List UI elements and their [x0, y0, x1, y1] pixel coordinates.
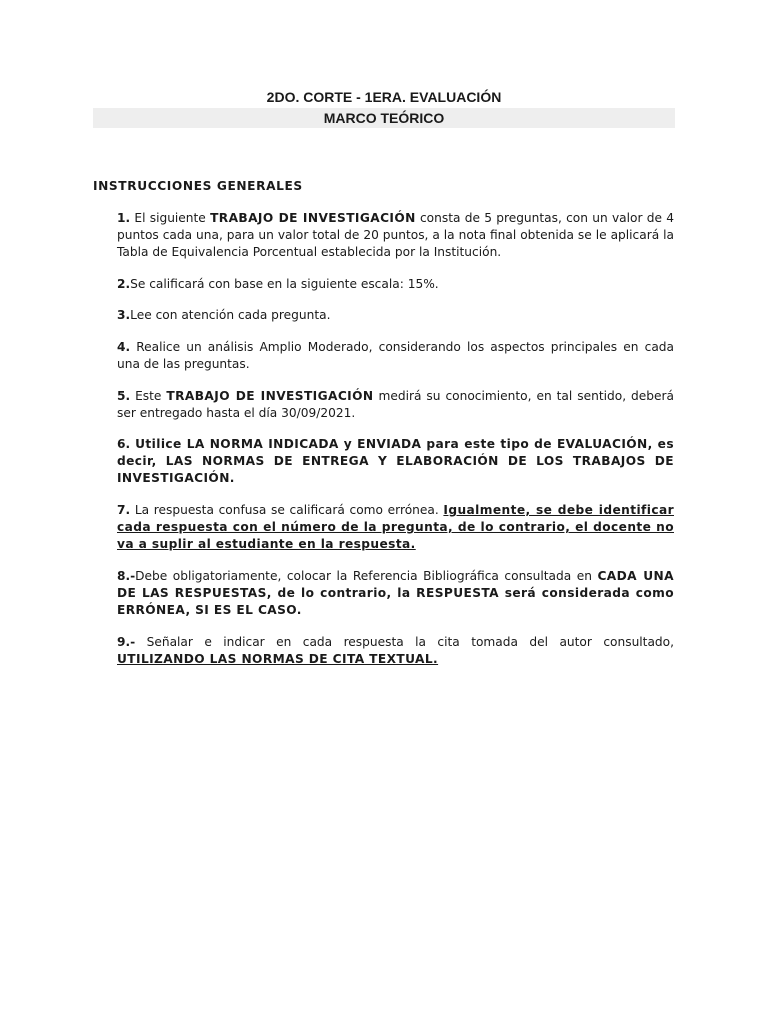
item-bold-underlined-text: Igualmente, se debe identificar cada respuesta con el número de la pregunta, de lo contrario, el docente no va a suplir al estudiante en la respuesta. — [117, 503, 674, 551]
instruction-item-2 — [117, 276, 674, 293]
item-bold-text: Utilice LA NORMA INDICADA y ENVIADA para este tipo de EVALUACIÓN, es decir, LAS NORMAS DE ENTREGA Y ELABORACIÓN DE LOS TRABAJOS DE INVESTIGACIÓN. — [117, 437, 674, 485]
item-number: 4. — [117, 340, 131, 354]
item-bold-text: CADA UNA DE LAS RESPUESTAS, de lo contrario, la RESPUESTA será considerada como ERRÓNEA, SI ES EL CASO. — [117, 569, 674, 617]
instruction-item-3 — [117, 307, 674, 324]
document-title: 2DO. CORTE - 1ERA. EVALUACIÓN — [266, 89, 502, 105]
document-subtitle: MARCO TEÓRICO — [93, 108, 675, 128]
item-number: 6. — [117, 437, 131, 451]
item-number: 8.- — [117, 569, 136, 583]
item-number: 5. — [117, 389, 131, 403]
item-number: 7. — [117, 503, 131, 517]
item-number: 1. — [117, 211, 131, 225]
instruction-item-8 — [117, 568, 674, 619]
instruction-item-1 — [117, 210, 674, 261]
item-text: Debe obligatoriamente, colocar la Referencia Bibliográfica consultada en — [135, 569, 598, 583]
item-text: Lee con atención cada pregunta. — [130, 308, 331, 322]
item-text: Este — [130, 389, 167, 403]
item-text: medirá su conocimiento, en tal sentido, deberá ser entregado hasta el día 30/09/2021. — [117, 389, 674, 420]
item-number: 3. — [117, 308, 131, 322]
item-bold-text: TRABAJO DE INVESTIGACIÓN — [166, 389, 374, 403]
instruction-item-9 — [117, 634, 674, 668]
instruction-item-7 — [117, 502, 674, 553]
item-text: Realice un análisis Amplio Moderado, considerando los aspectos principales en cada una de las preguntas. — [117, 340, 674, 371]
instruction-item-5 — [117, 388, 674, 422]
item-bold-underlined-text: UTILIZANDO LAS NORMAS DE CITA TEXTUAL. — [117, 652, 439, 666]
item-text: Señalar e indicar en cada respuesta la cita tomada del autor consultado, — [135, 635, 674, 649]
item-text: El siguiente — [130, 211, 211, 225]
section-heading: INSTRUCCIONES GENERALES — [93, 179, 303, 193]
item-number: 2. — [117, 277, 131, 291]
item-text: La respuesta confusa se calificará como errónea. — [130, 503, 444, 517]
item-text: consta de 5 preguntas, con un valor de 4 puntos cada una, para un valor total de 20 puntos, a la nota final obtenida se le aplicará la Tabla de Equivalencia Porcentual establecida por la Institución. — [117, 211, 674, 259]
instruction-item-6 — [117, 436, 674, 487]
item-bold-text: TRABAJO DE INVESTIGACIÓN — [210, 211, 416, 225]
item-number: 9.- — [117, 635, 136, 649]
instruction-item-4 — [117, 339, 674, 373]
item-text: Se calificará con base en la siguiente escala: 15%. — [130, 277, 439, 291]
